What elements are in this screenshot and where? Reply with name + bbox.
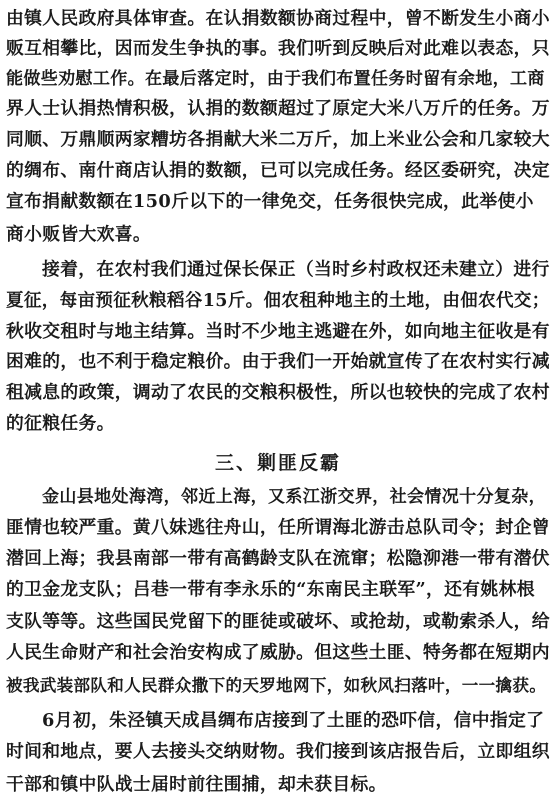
text-line: 秋收交租时与地主结算。当时不少地主逃避在外，如向地主征收是有 <box>6 321 550 342</box>
text-line: 匪情也较严重。黄八妹逃往舟山，任所谓海北游击总队司令；封企曾 <box>6 517 550 538</box>
text-line: 时间和地点，要人去接头交纳财物。我们接到该店报告后，立即组织 <box>6 741 550 762</box>
text-line: 能做些劝慰工作。在最后落定时，由于我们布置任务时留有余地，工商 <box>6 69 545 89</box>
text-line: 宣布捐献数额在150斤以下的一律免交，任务很快完成，此举使小 <box>6 191 534 212</box>
text-line: 夏征，每亩预征秋粮稻谷15斤。佃农租种地主的土地，由佃农代交； <box>6 291 550 311</box>
text-line: 被我武装部队和人民群众撒下的天罗地网下，如秋风扫落叶，一一擒获。 <box>6 675 547 695</box>
text-line: 的征粮任务。 <box>6 413 115 434</box>
text-line: 贩互相攀比，因而发生争执的事。我们听到反映后对此难以表态，只 <box>6 38 550 59</box>
text-line: 的卫金龙支队；吕巷一带有李永乐的“东南民主联军”，还有姚林根 <box>6 579 535 600</box>
document-page <box>6 4 550 808</box>
text-line: 商小贩皆大欢喜。 <box>6 224 152 245</box>
text-line: 潜回上海；我县南部一带有高鹤龄支队在流窜；松隐泖港一带有潜伏 <box>6 548 550 569</box>
text-line: 由镇人民政府具体审查。在认捐数额协商过程中，曾不断发生小商小 <box>6 8 550 29</box>
text-line: 的绸布、南什商店认捐的数额，已可以完成任务。经区委研究，决定 <box>6 160 550 181</box>
text-line: 困难的，也不利于稳定粮价。由于我们一开始就宣传了在农村实行减 <box>6 351 550 372</box>
text-line: 支队等等。这些国民党留下的匪徒或破坏、或抢劫，或勒索杀人，给 <box>6 611 550 632</box>
section-heading: 三、剿匪反霸 <box>214 452 341 474</box>
text-line: 界人士认捐热情积极，认捐的数额超过了原定大米八万斤的任务。万 <box>6 98 550 119</box>
text-line: 租减息的政策，调动了农民的交粮积极性，所以也较快的完成了农村 <box>6 382 550 403</box>
text-line: 6月初，朱泾镇天成昌绸布店接到了土匪的恐吓信，信中指定了 <box>42 710 545 731</box>
text-line: 接着，在农村我们通过保长保正（当时乡村政权还未建立）进行 <box>42 259 550 280</box>
text-line: 同顺、万鼎顺两家糟坊各捐献大米二万斤，加上米业公会和几家较大 <box>6 129 550 150</box>
text-line: 金山县地处海湾，邻近上海，又系江浙交界，社会情况十分复杂， <box>42 487 547 507</box>
text-line: 人民生命财产和社会治安构成了威胁。但这些土匪、特务都在短期内 <box>6 642 550 663</box>
text-line: 干部和镇中队战士届时前往围捕，却未获目标。 <box>6 774 387 795</box>
